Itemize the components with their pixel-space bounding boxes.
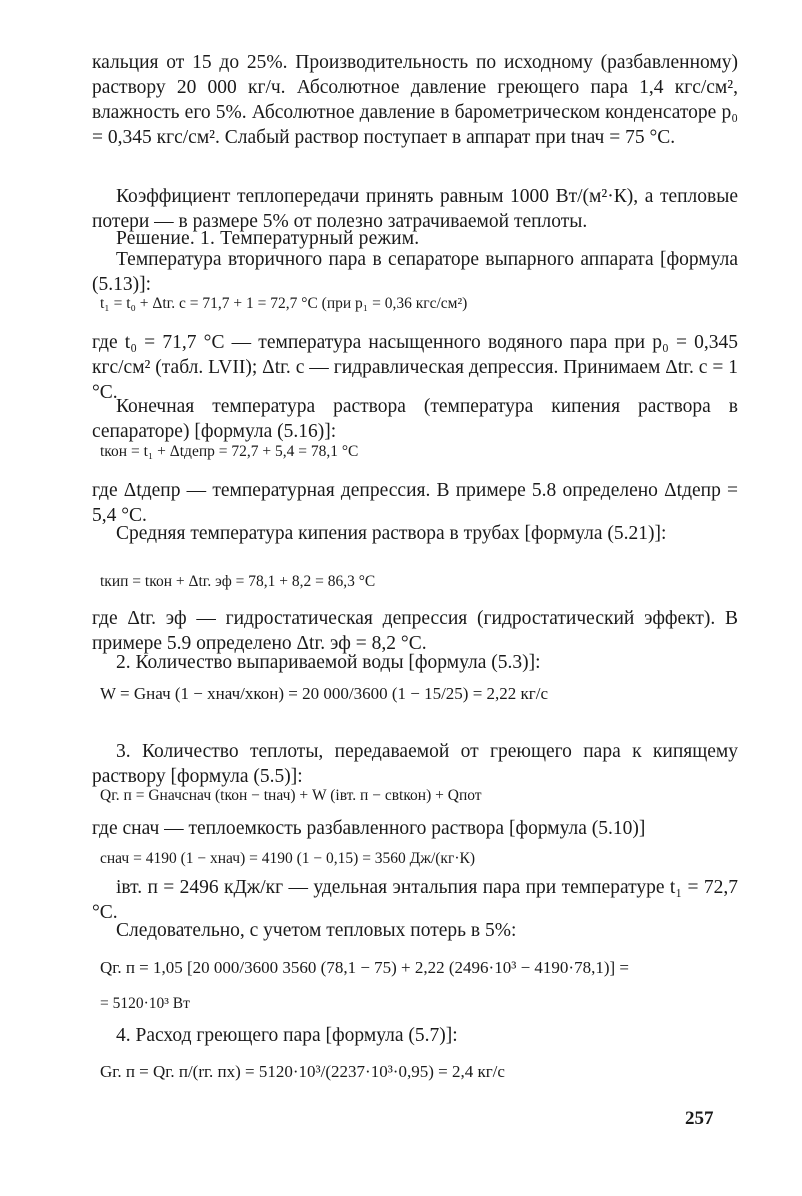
paragraph-heat-transfer: Коэффициент теплопередачи принять равным 1000 Вт/(м²·К), а тепловые потери — в размере 5% от полезно затрачиваемой теплоты. — [92, 186, 738, 232]
paragraph-problem-conditions: кальция от 15 до 25%. Производительность по исходному (разбавленному) раствору 20 000 кг/ч. Абсолютное давление греющего пара 1,4 кгс/см², влажность его 5%. Абсолютное давление в барометрическом конденсаторе p₀ = 0,345 кгс/см². Слабый раствор поступает в аппарат при tнач = 75 °C. — [92, 52, 738, 148]
paragraph-temperature-depression: где Δtдепр — температурная депрессия. В примере 5.8 определено Δtдепр = 5,4 °C. — [92, 480, 738, 526]
formula-t1: t₁ = t₀ + Δtг. с = 71,7 + 1 = 72,7 °C (при p₁ = 0,36 кгс/см²) — [100, 295, 468, 312]
paragraph-heat-losses: Следовательно, с учетом тепловых потерь в 5%: — [116, 920, 517, 941]
solution-heading: Решение. 1. Температурный режим. — [116, 228, 420, 249]
paragraph-evaporated-water: 2. Количество выпариваемой воды [формула (5.3)]: — [116, 652, 541, 673]
formula-q-numeric: Qг. п = 1,05 [20 000/3600 3560 (78,1 − 75) + 2,22 (2496·10³ − 4190·78,1)] = — [100, 958, 629, 977]
paragraph-hydrostatic-depression: где Δtг. эф — гидростатическая депрессия (гидростатический эффект). В примере 5.9 определено Δtг. эф = 8,2 °C. — [92, 608, 738, 654]
formula-tkon: tкон = t₁ + Δtдепр = 72,7 + 5,4 = 78,1 °C — [100, 443, 359, 460]
paragraph-boiling-temperature: Средняя температура кипения раствора в трубах [формула (5.21)]: — [116, 523, 667, 544]
paragraph-steam-consumption: 4. Расход греющего пара [формула (5.7)]: — [116, 1025, 458, 1046]
formula-tkip: tкип = tкон + Δtг. эф = 78,1 + 8,2 = 86,3 °C — [100, 573, 376, 590]
formula-q-result: = 5120·10³ Вт — [100, 995, 190, 1012]
paragraph-secondary-steam: Температура вторичного пара в сепараторе выпарного аппарата [формула (5.13)]: — [92, 249, 738, 295]
paragraph-heat-capacity: где cнач — теплоемкость разбавленного раствора [формула (5.10)] — [92, 818, 646, 839]
paragraph-heat-quantity: 3. Количество теплоты, передаваемой от греющего пара к кипящему раствору [формула (5.5)]: — [92, 741, 738, 787]
formula-g: Gг. п = Qг. п/(rг. пx) = 5120·10³/(2237·10³·0,95) = 2,4 кг/с — [100, 1062, 505, 1081]
formula-w: W = Gнач (1 − xнач/xкон) = 20 000/3600 (1 − 15/25) = 2,22 кг/с — [100, 684, 549, 703]
paragraph-final-temperature: Конечная температура раствора (температура кипения раствора в сепараторе) [формула (5.16)]: — [92, 396, 738, 442]
page-number: 257 — [685, 1108, 714, 1129]
paragraph-t0-definition: где t₀ = 71,7 °C — температура насыщенного водяного пара при p₀ = 0,345 кгс/см² (табл. LVII); Δtг. с — гидравлическая депрессия. Принимаем Δtг. с = 1 °C. — [92, 332, 738, 403]
formula-cnach: cнач = 4190 (1 − xнач) = 4190 (1 − 0,15) = 3560 Дж/(кг·К) — [100, 850, 475, 867]
formula-q: Qг. п = Gначcнач (tкон − tнач) + W (iвт. п − cвtкон) + Qпот — [100, 787, 482, 804]
paragraph-enthalpy: iвт. п = 2496 кДж/кг — удельная энтальпия пара при температуре t₁ = 72,7 °C. — [92, 877, 738, 923]
